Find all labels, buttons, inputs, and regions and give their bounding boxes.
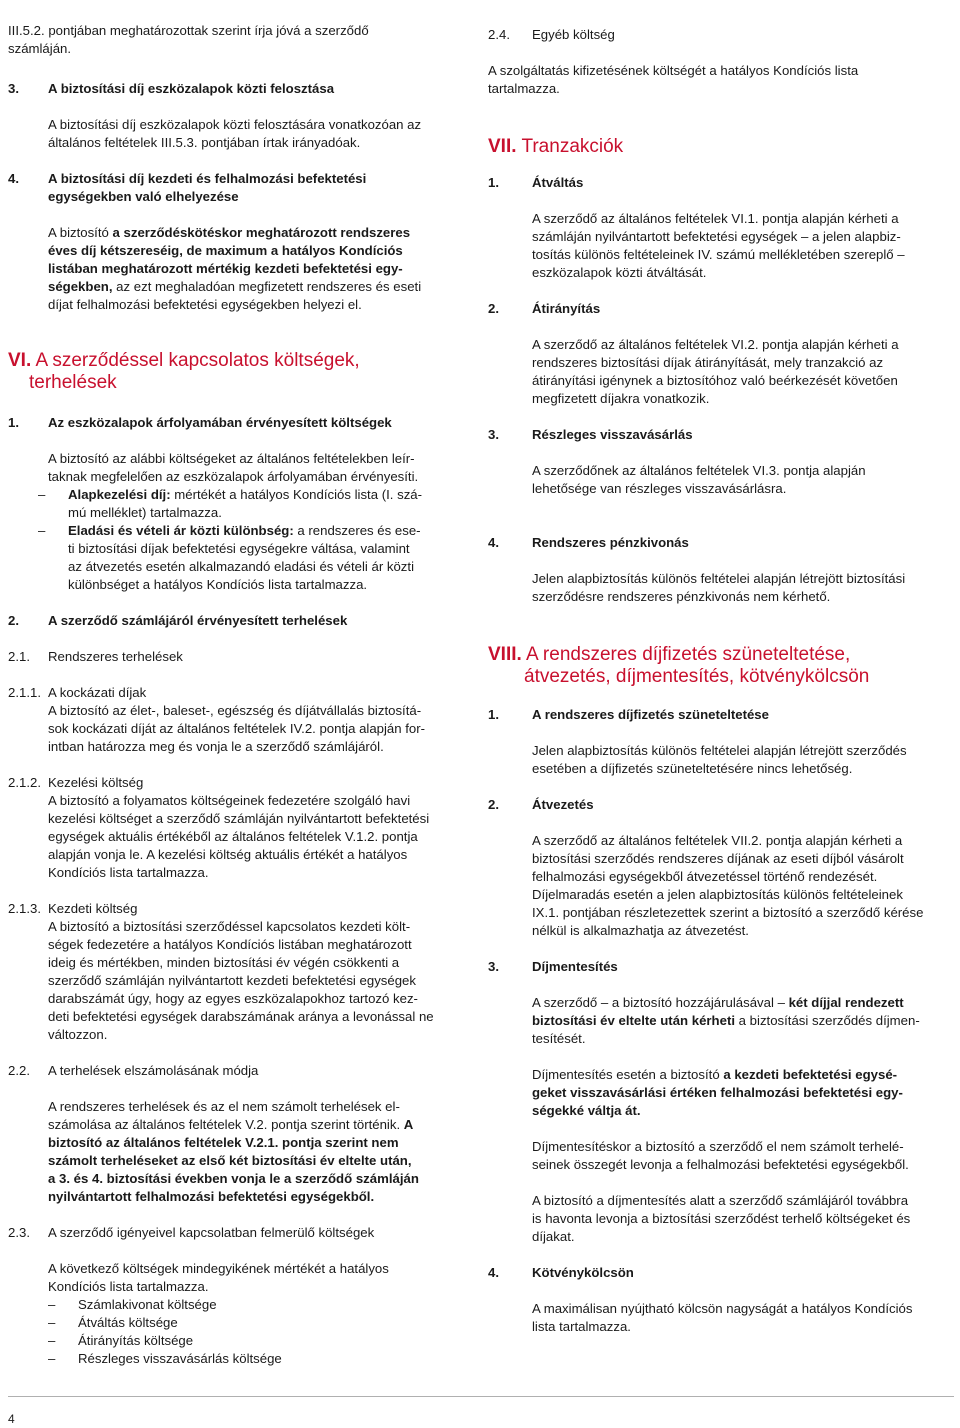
paragraph-intro: III.5.2. pontjában meghatározottak szerint írja jóvá a szerződő számláján. <box>8 23 369 56</box>
section-4-heading: 4. A biztosítási díj kezdeti és felhalmozási befektetési egységekben való elhelyezése <box>8 171 367 204</box>
vi-2-1-1: 2.1.1. A kockázati díjak A biztosító az élet-, baleset-, egészség és díjátvállalás biztosítá- sok kockázati díját az általános feltételek IV.2. pontja alapján for- intban határozza meg és vonja le a szerződő számlájáról. <box>8 685 426 754</box>
viii-4-heading: 4. Kötvénykölcsön <box>488 1265 634 1280</box>
vi-2-heading: 2. A szerződő számlájáról érvényesített terhelések <box>8 613 348 628</box>
viii-3-p3: Díjmentesítéskor a biztosító a szerződő el nem számolt terhelé- seinek összegét levonja a felhalmozási befektetési egységekből. <box>532 1139 909 1172</box>
footer-divider <box>8 1396 954 1397</box>
vi-1-text: A biztosító az alábbi költségeket az általános feltételekben leír- taknak megfelelően az eszközalapok árfolyamában érvényesíti. <box>48 451 419 484</box>
vii-4-heading: 4. Rendszeres pénzkivonás <box>488 535 689 550</box>
list-item: – Átváltás költsége <box>48 1315 178 1330</box>
vi-2-3-heading: 2.3. A szerződő igényeivel kapcsolatban felmerülő költségek <box>8 1225 375 1240</box>
viii-3-p4: A biztosító a díjmentesítés alatt a szerződő számlájáról továbbra is havonta levonja a biztosítási szerződést terhelő költségeket és díjakat. <box>532 1193 911 1244</box>
chapter-vi-heading: VI. A szerződéssel kapcsolatos költségek, terhelések <box>8 350 360 393</box>
viii-2-heading: 2. Átvezetés <box>488 797 594 812</box>
section-4-text: A biztosító a szerződéskötéskor meghatározott rendszeres éves díj kétszereséig, de maximum a hatályos Kondíciós listában meghatározott mértékig kezdeti befektetési egy- ségekben, az ezt meghaladóan megfizetett rendszeres és eseti díjat felhalmozási befektetési egységekben helyezi el. <box>48 225 422 312</box>
chapter-viii-heading: VIII. A rendszeres díjfizetés szüneteltetése, átvezetés, díjmentesítés, kötvénykölcsön <box>488 644 870 687</box>
list-item: – Eladási és vételi ár közti különbség: a rendszeres és ese- ti biztosítási díjak befektetési egységekre váltása, valamint az átvezetés esetén alkalmazandó eladási és vételi ár közti különbséget a hatályos Kondíciós lista tartalmazza. <box>38 523 421 592</box>
vi-2-1-heading: 2.1. Rendszeres terhelések <box>8 649 183 664</box>
vii-1-heading: 1. Átváltás <box>488 175 584 190</box>
viii-2-text: A szerződő az általános feltételek VII.2. pontja alapján kérheti a biztosítási szerződés rendszeres díjának az eseti díjból vásárolt felhalmozási egységekből átvezetéssel történő rendezését. Díjelmaradás esetén a jelen alapbiztosítás különös feltételeinek IX.1. pontjában részletezettek szerint a biztosító a szerződő kérése nélkül is alkalmazhatja az átvezetést. <box>532 833 924 938</box>
list-item: – Átirányítás költsége <box>48 1333 194 1348</box>
viii-3-p2: Díjmentesítés esetén a biztosító a kezdeti befektetési egysé- geket visszavásárlási értéken felhalmozási befektetési egy- ségekké váltja át. <box>532 1067 903 1118</box>
vii-1-text: A szerződő az általános feltételek VI.1. pontja alapján kérheti a számláján nyilvántartott befektetési egységek – a jelen alapbiz- tosítás különös feltételeinek IV. számú mellékletében szereplő – eszközalapok közti átváltását. <box>532 211 905 280</box>
section-3-heading: 3. A biztosítási díj eszközalapok közti felosztása <box>8 81 335 96</box>
vii-4-text: Jelen alapbiztosítás különös feltételei alapján létrejött biztosítási szerződésre rendszeres pénzkivonás nem kérhető. <box>532 571 906 604</box>
vi-1-heading: 1. Az eszközalapok árfolyamában érvényesített költségek <box>8 415 392 430</box>
section-3-text: A biztosítási díj eszközalapok közti felosztására vonatkozóan az általános feltételek III.5.3. pontjában írtak irányadóak. <box>48 117 422 150</box>
list-item: – Részleges visszavásárlás költsége <box>48 1351 282 1366</box>
vi-2-1-3: 2.1.3. Kezdeti költség A biztosító a biztosítási szerződéssel kapcsolatos kezdeti költ- ségek fedezetére a hatályos Kondíciós listában meghatározott ideig és mértékben, minden biztosítási év végén csökkenti a szerződő számláján nyilvántartott kezdeti befektetési egységek darabszámát úgy, hogy az egyes eszközalapokhoz tartozó kez- deti befektetési egységek darabszámának aránya a levonással ne változzon. <box>8 901 434 1042</box>
viii-1-text: Jelen alapbiztosítás különös feltételei alapján létrejött szerződés esetében a díjfizetés szüneteltetésére nincs lehetőség. <box>532 743 907 776</box>
vi-2-4: 2.4. Egyéb költség <box>488 27 615 42</box>
viii-3-heading: 3. Díjmentesítés <box>488 959 618 974</box>
vi-2-2-heading: 2.2. A terhelések elszámolásának módja <box>8 1063 259 1078</box>
vii-3-heading: 3. Részleges visszavásárlás <box>488 427 693 442</box>
vi-2-1-2: 2.1.2. Kezelési költség A biztosító a folyamatos költségeinek fedezetére szolgáló havi kezelési költséget a szerződő számláján nyilvántartott befektetési egységek aktuális értékéből az általános feltételek V.1.2. pontja alapján vonja le. A kezelési költség aktuális értékét a hatályos Kondíciós lista tartalmazza. <box>8 775 430 880</box>
viii-3-p1: A szerződő – a biztosító hozzájárulásával – két díjjal rendezett biztosítási év eltelte után kérheti a biztosítási szerződés díjmen- tesítését. <box>532 995 920 1046</box>
vi-2-4-text: A szolgáltatás kifizetésének költségét a hatályos Kondíciós lista tartalmazza. <box>488 63 859 96</box>
vi-2-2-text: A rendszeres terhelések és az el nem számolt terhelések el- számolása az általános feltételek V.2. pontja szerint történik. A biztosító az általános feltételek V.2.1. pontja szerint nem számolt terheléseket az első két biztosítási év eltelte után, a 3. és 4. biztosítási években vonja le a szerződő számláján nyilvántartott felhalmozási befektetési egységekből. <box>48 1099 419 1204</box>
chapter-vii-heading: VII. Tranzakciók <box>488 136 624 157</box>
vi-1-list <box>8 486 458 594</box>
page-number: 4 <box>8 1412 15 1426</box>
list-item: – Számlakivonat költsége <box>48 1297 217 1312</box>
vii-2-heading: 2. Átirányítás <box>488 301 601 316</box>
viii-1-heading: 1. A rendszeres díjfizetés szüneteltetése <box>488 707 769 722</box>
list-item: – Alapkezelési díj: mértékét a hatályos Kondíciós lista (I. szá- mú melléklet) tartalmazza. <box>38 487 423 520</box>
vi-2-3-text: A következő költségek mindegyikének mértékét a hatályos Kondíciós lista tartalmazza. – Számlakivonat költsége – Átváltás költsége – Átirányítás költsége – Részleges visszavásárlás költsége <box>8 1260 468 1368</box>
vii-2-text: A szerződő az általános feltételek VI.2. pontja alapján kérheti a rendszeres biztosítási díjak átirányítását, mely tranzakció az átirányítási igénynek a biztosítóhoz való beérkezését követően megfizetett díjakra vonatkozik. <box>532 337 899 406</box>
viii-4-text: A maximálisan nyújtható kölcsön nagyságát a hatályos Kondíciós lista tartalmazza. <box>532 1301 913 1334</box>
vii-3-text: A szerződőnek az általános feltételek VI.3. pontja alapján lehetősége van részleges visszavásárlásra. <box>532 463 866 496</box>
